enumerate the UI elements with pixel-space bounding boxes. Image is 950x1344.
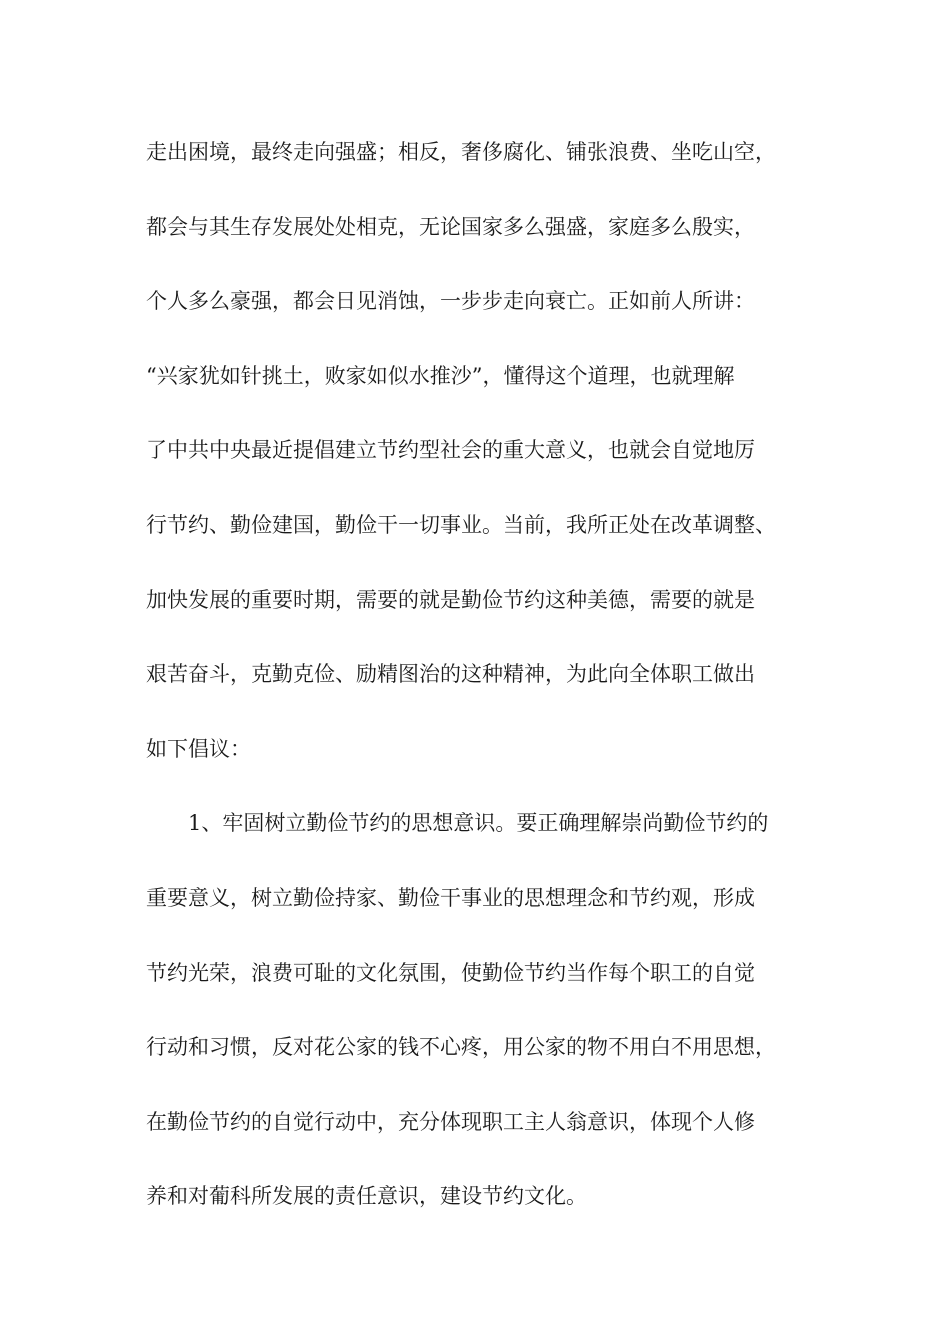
text-line-13: 行动和习惯，反对花公家的钱不心疼，用公家的物不用白不用思想，: [146, 1035, 776, 1060]
text-line-8: 艰苦奋斗，克勤克俭、励精图治的这种精神，为此向全体职工做出: [146, 662, 755, 687]
text-line-7: 加快发展的重要时期，需要的就是勤俭节约这种美德，需要的就是: [146, 587, 755, 612]
text-line-11: 重要意义，树立勤俭持家、勤俭干事业的思想理念和节约观，形成: [146, 885, 755, 910]
text-line-1: 走出困境，最终走向强盛；相反，奢侈腐化、铺张浪费、坐吃山空，: [146, 140, 776, 164]
text-line-10: 1、牢固树立勤俭节约的思想意识。要正确理解崇尚勤俭节约的: [188, 811, 769, 836]
body-text: [146, 130, 826, 1249]
text-line-4: “兴家犹如针挑土，败家如似水推沙”，懂得这个道理，也就理解: [146, 363, 735, 388]
text-line-2: 都会与其生存发展处处相克，无论国家多么强盛，家庭多么殷实，: [146, 214, 755, 239]
text-line-14: 在勤俭节约的自觉行动中，充分体现职工主人翁意识，体现个人修: [146, 1109, 755, 1134]
text-line-9: 如下倡议：: [146, 736, 251, 761]
text-line-3: 个人多么豪强，都会日见消蚀，一步步走向衰亡。正如前人所讲：: [146, 289, 755, 314]
text-line-5: 了中共中央最近提倡建立节约型社会的重大意义，也就会自觉地厉: [146, 438, 755, 463]
text-line-15: 养和对葡科所发展的责任意识，建设节约文化。: [146, 1184, 587, 1209]
text-line-6: 行节约、勤俭建国，勤俭干一切事业。当前，我所正处在改革调整、: [146, 512, 776, 537]
text-line-12: 节约光荣，浪费可耻的文化氛围，使勤俭节约当作每个职工的自觉: [146, 960, 755, 985]
